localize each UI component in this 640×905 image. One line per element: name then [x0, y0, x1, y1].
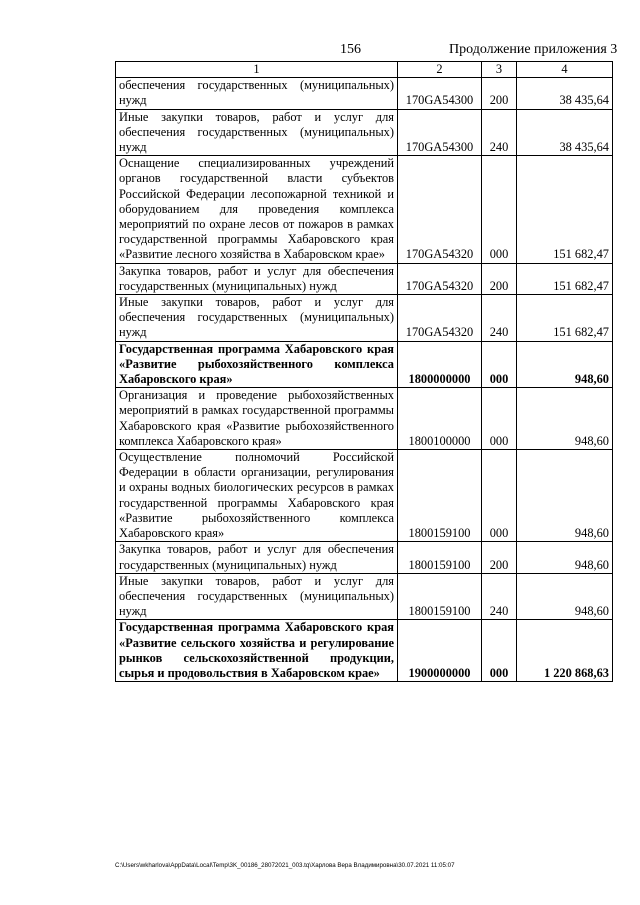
row-expense-type: 200: [482, 78, 517, 109]
table-row: [116, 388, 613, 450]
row-description: Государственная программа Хабаровского края «Развитие сельского хозяйства и регулирование рынков сельскохозяйственной продукции, сырья и продовольствия в Хабаровском крае»: [116, 620, 398, 682]
row-description: обеспечения государственных (муниципальных) нужд: [116, 78, 398, 109]
row-expense-type: 000: [482, 388, 517, 450]
table-row: [116, 156, 613, 263]
row-target-code: 1800159100: [398, 450, 482, 542]
row-target-code: 170GA54320: [398, 263, 482, 294]
row-expense-type: 200: [482, 263, 517, 294]
row-description: Организация и проведение рыбохозяйственных мероприятий в рамках государственной программы Хабаровского края «Развитие рыбохозяйственного комплекса Хабаровского края»: [116, 388, 398, 450]
row-amount: 151 682,47: [517, 295, 613, 342]
row-description: Закупка товаров, работ и услуг для обеспечения государственных (муниципальных) нужд: [116, 263, 398, 294]
row-target-code: 170GA54320: [398, 295, 482, 342]
row-amount: 38 435,64: [517, 109, 613, 156]
row-description: Иные закупки товаров, работ и услуг для обеспечения государственных (муниципальных) нужд: [116, 573, 398, 620]
table-row-program: [116, 341, 613, 388]
row-amount: 1 220 868,63: [517, 620, 613, 682]
table-row: [116, 573, 613, 620]
row-amount: 948,60: [517, 341, 613, 388]
table-row-program: [116, 620, 613, 682]
table-row: [116, 78, 613, 109]
continuation-note: Продолжение приложения 3: [449, 42, 618, 57]
row-amount: 948,60: [517, 573, 613, 620]
column-header-2: 2: [398, 62, 482, 78]
row-target-code: 170GA54300: [398, 109, 482, 156]
row-description: Иные закупки товаров, работ и услуг для обеспечения государственных (муниципальных) нужд: [116, 295, 398, 342]
row-description: Иные закупки товаров, работ и услуг для обеспечения государственных (муниципальных) нужд: [116, 109, 398, 156]
footer-file-path: C:\Users\wkharlova\AppData\Local\Temp\3K_00186_28072021_003.tq\Харлова Вера Владимировна\30.07.2021 11:05:07: [115, 862, 455, 869]
table-row: [116, 295, 613, 342]
row-amount: 151 682,47: [517, 263, 613, 294]
row-description: Оснащение специализированных учреждений органов государственной власти субъектов Российской Федерации лесопожарной техникой и оборудованием для проведения комплекса мероприятий по охране лесов от пожаров в рамках государственной программы Хабаровского края «Развитие лесного хозяйства в Хабаровском крае»: [116, 156, 398, 263]
row-amount: 151 682,47: [517, 156, 613, 263]
column-header-1: 1: [116, 62, 398, 78]
table-row: [116, 109, 613, 156]
row-target-code: 170GA54320: [398, 156, 482, 263]
row-target-code: 1800159100: [398, 573, 482, 620]
row-amount: 948,60: [517, 542, 613, 573]
row-target-code: 1800100000: [398, 388, 482, 450]
page-number: 156: [340, 42, 361, 57]
row-expense-type: 000: [482, 620, 517, 682]
row-expense-type: 200: [482, 542, 517, 573]
table-row: [116, 542, 613, 573]
row-expense-type: 240: [482, 295, 517, 342]
row-expense-type: 000: [482, 341, 517, 388]
row-amount: 948,60: [517, 388, 613, 450]
row-description: Закупка товаров, работ и услуг для обеспечения государственных (муниципальных) нужд: [116, 542, 398, 573]
row-expense-type: 000: [482, 450, 517, 542]
row-expense-type: 240: [482, 573, 517, 620]
row-description: Государственная программа Хабаровского края «Развитие рыбохозяйственного комплекса Хабаровского края»: [116, 341, 398, 388]
row-amount: 38 435,64: [517, 78, 613, 109]
table-row: [116, 450, 613, 542]
row-expense-type: 240: [482, 109, 517, 156]
column-header-row: [116, 62, 613, 78]
row-expense-type: 000: [482, 156, 517, 263]
column-header-3: 3: [482, 62, 517, 78]
row-target-code: 1900000000: [398, 620, 482, 682]
row-target-code: 170GA54300: [398, 78, 482, 109]
row-target-code: 1800000000: [398, 341, 482, 388]
row-amount: 948,60: [517, 450, 613, 542]
row-target-code: 1800159100: [398, 542, 482, 573]
column-header-4: 4: [517, 62, 613, 78]
row-description: Осуществление полномочий Российской Федерации в области организации, регулирования и охраны водных биологических ресурсов в рамках государственной программы Хабаровского края «Развитие рыбохозяйственного комплекса Хабаровского края»: [116, 450, 398, 542]
budget-table: [115, 61, 613, 682]
table-row: [116, 263, 613, 294]
